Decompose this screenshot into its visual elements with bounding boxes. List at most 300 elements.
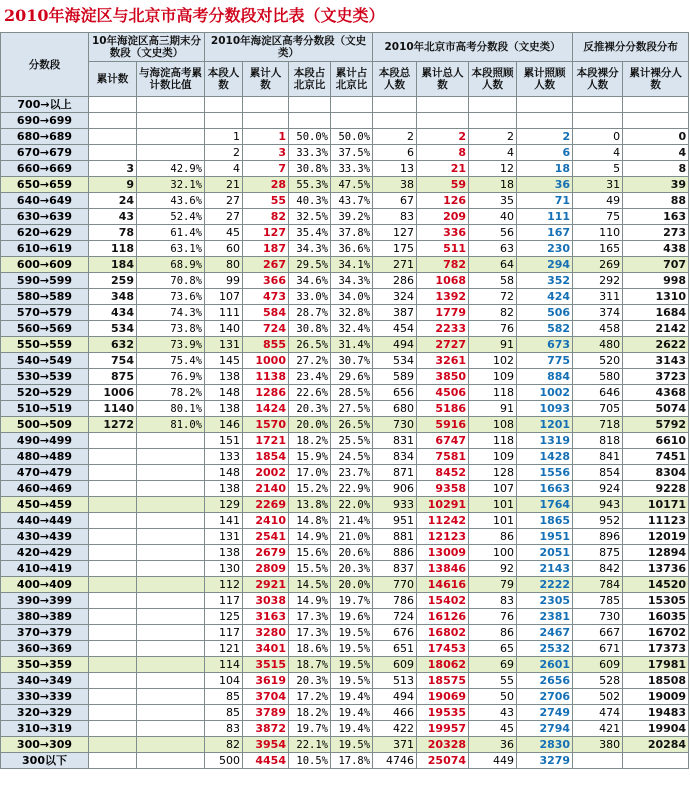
table-cell: 20.3%	[289, 673, 331, 689]
score-range-cell: 690→699	[1, 113, 89, 129]
column-header: 本段占北京比	[289, 62, 331, 97]
table-cell	[89, 705, 137, 721]
table-cell	[623, 113, 689, 129]
table-row	[1, 417, 689, 433]
table-cell: 1764	[517, 497, 573, 513]
table-cell: 2142	[623, 321, 689, 337]
table-cell: 82	[205, 737, 243, 753]
table-cell: 131	[205, 529, 243, 545]
table-cell	[89, 465, 137, 481]
table-cell: 651	[373, 641, 417, 657]
table-cell: 52.4%	[137, 209, 205, 225]
table-cell: 2794	[517, 721, 573, 737]
table-cell: 25.5%	[331, 433, 373, 449]
table-cell: 14616	[417, 577, 469, 593]
table-cell: 718	[573, 417, 623, 433]
table-cell: 35	[469, 193, 517, 209]
table-cell: 2656	[517, 673, 573, 689]
table-cell	[89, 641, 137, 657]
table-cell: 145	[205, 353, 243, 369]
table-cell: 50.0%	[289, 129, 331, 145]
table-cell: 19.6%	[331, 609, 373, 625]
table-cell: 107	[205, 289, 243, 305]
table-cell: 371	[373, 737, 417, 753]
table-cell: 74.3%	[137, 305, 205, 321]
score-range-cell: 430→439	[1, 529, 89, 545]
table-cell: 75	[573, 209, 623, 225]
table-cell: 29.6%	[331, 369, 373, 385]
table-cell	[89, 113, 137, 129]
table-cell: 434	[89, 305, 137, 321]
table-cell: 109	[469, 449, 517, 465]
table-cell: 5916	[417, 417, 469, 433]
table-cell: 1319	[517, 433, 573, 449]
table-cell: 17373	[623, 641, 689, 657]
table-cell: 3163	[243, 609, 289, 625]
table-cell: 2143	[517, 561, 573, 577]
table-cell: 109	[469, 369, 517, 385]
table-cell: 83	[469, 593, 517, 609]
table-cell: 19.5%	[331, 657, 373, 673]
table-cell: 18.2%	[289, 705, 331, 721]
table-row	[1, 225, 689, 241]
table-cell: 1	[205, 129, 243, 145]
table-cell: 38	[373, 177, 417, 193]
table-cell: 520	[573, 353, 623, 369]
table-cell: 30.8%	[289, 321, 331, 337]
table-cell: 22.9%	[331, 481, 373, 497]
table-cell: 3261	[417, 353, 469, 369]
table-cell: 18.2%	[289, 433, 331, 449]
table-cell: 3	[89, 161, 137, 177]
table-row	[1, 161, 689, 177]
table-cell	[137, 737, 205, 753]
table-cell: 754	[89, 353, 137, 369]
table-cell: 167	[517, 225, 573, 241]
table-row	[1, 657, 689, 673]
table-cell: 58	[469, 273, 517, 289]
table-cell	[417, 113, 469, 129]
table-cell: 14.9%	[289, 529, 331, 545]
table-cell: 506	[517, 305, 573, 321]
table-cell: 101	[469, 497, 517, 513]
table-cell: 18508	[623, 673, 689, 689]
table-cell: 2830	[517, 737, 573, 753]
table-cell: 784	[573, 577, 623, 593]
table-cell	[517, 97, 573, 113]
table-cell: 8	[623, 161, 689, 177]
table-cell: 387	[373, 305, 417, 321]
table-cell: 730	[573, 609, 623, 625]
table-cell: 1000	[243, 353, 289, 369]
table-cell: 366	[243, 273, 289, 289]
table-cell: 3789	[243, 705, 289, 721]
table-cell: 79	[469, 577, 517, 593]
table-cell: 34.1%	[331, 257, 373, 273]
table-cell: 45	[469, 721, 517, 737]
table-cell: 39	[623, 177, 689, 193]
score-range-cell: 320→329	[1, 705, 89, 721]
table-cell: 86	[469, 625, 517, 641]
table-cell: 656	[373, 385, 417, 401]
table-cell: 70.8%	[137, 273, 205, 289]
table-cell: 18.6%	[289, 641, 331, 657]
table-cell: 78	[89, 225, 137, 241]
score-range-cell: 560→569	[1, 321, 89, 337]
table-cell: 63.1%	[137, 241, 205, 257]
table-cell: 502	[573, 689, 623, 705]
table-cell: 19.5%	[331, 673, 373, 689]
score-range-cell: 620→629	[1, 225, 89, 241]
table-cell: 50	[469, 689, 517, 705]
table-cell: 26.5%	[331, 417, 373, 433]
table-cell: 86	[469, 529, 517, 545]
column-header: 本段总人数	[373, 62, 417, 97]
table-cell: 127	[243, 225, 289, 241]
table-cell: 27.2%	[289, 353, 331, 369]
table-cell	[137, 641, 205, 657]
table-cell: 2921	[243, 577, 289, 593]
table-cell: 424	[517, 289, 573, 305]
table-cell	[89, 433, 137, 449]
table-cell: 680	[373, 401, 417, 417]
table-cell: 33.0%	[289, 289, 331, 305]
table-cell: 209	[417, 209, 469, 225]
table-cell: 59	[417, 177, 469, 193]
table-cell: 117	[205, 625, 243, 641]
table-cell: 6	[517, 145, 573, 161]
table-cell: 75.4%	[137, 353, 205, 369]
table-cell: 47.5%	[331, 177, 373, 193]
table-cell: 27	[205, 193, 243, 209]
table-cell: 129	[205, 497, 243, 513]
table-cell: 148	[205, 385, 243, 401]
table-cell: 21.4%	[331, 513, 373, 529]
score-range-cell: 550→559	[1, 337, 89, 353]
table-cell: 14.5%	[289, 577, 331, 593]
table-cell: 18575	[417, 673, 469, 689]
table-cell: 5074	[623, 401, 689, 417]
score-range-cell: 670→679	[1, 145, 89, 161]
table-cell	[373, 97, 417, 113]
table-cell: 1140	[89, 401, 137, 417]
score-range-cell: 490→499	[1, 433, 89, 449]
table-cell: 8304	[623, 465, 689, 481]
table-cell: 31.4%	[331, 337, 373, 353]
table-row	[1, 465, 689, 481]
score-range-cell: 650→659	[1, 177, 89, 193]
table-cell: 73.6%	[137, 289, 205, 305]
table-cell	[137, 497, 205, 513]
table-cell: 831	[373, 433, 417, 449]
table-cell: 473	[243, 289, 289, 305]
table-cell	[89, 673, 137, 689]
table-cell: 1272	[89, 417, 137, 433]
table-cell: 458	[573, 321, 623, 337]
table-cell: 1428	[517, 449, 573, 465]
table-cell: 952	[573, 513, 623, 529]
table-cell: 108	[469, 417, 517, 433]
table-cell: 28.5%	[331, 385, 373, 401]
table-cell: 6610	[623, 433, 689, 449]
score-range-cell: 580→589	[1, 289, 89, 305]
column-header: 累计裸分人数	[623, 62, 689, 97]
table-cell: 13009	[417, 545, 469, 561]
table-cell: 118	[469, 385, 517, 401]
table-cell: 8	[417, 145, 469, 161]
table-cell: 724	[243, 321, 289, 337]
table-cell: 4506	[417, 385, 469, 401]
table-cell: 841	[573, 449, 623, 465]
table-cell	[137, 753, 205, 769]
table-cell: 16126	[417, 609, 469, 625]
table-cell: 1424	[243, 401, 289, 417]
table-cell: 91	[469, 337, 517, 353]
table-row	[1, 545, 689, 561]
table-row	[1, 401, 689, 417]
table-cell: 110	[573, 225, 623, 241]
table-cell: 10171	[623, 497, 689, 513]
table-cell: 27	[205, 209, 243, 225]
table-cell	[89, 577, 137, 593]
table-cell: 14.9%	[289, 593, 331, 609]
table-row	[1, 321, 689, 337]
table-cell: 676	[373, 625, 417, 641]
score-range-header: 分数段	[1, 33, 89, 97]
table-cell: 130	[205, 561, 243, 577]
table-cell: 27.5%	[331, 401, 373, 417]
table-cell: 33.3%	[331, 161, 373, 177]
table-cell: 4368	[623, 385, 689, 401]
table-cell: 730	[373, 417, 417, 433]
table-cell: 951	[373, 513, 417, 529]
table-cell: 18.7%	[289, 657, 331, 673]
table-cell: 1002	[517, 385, 573, 401]
table-cell: 324	[373, 289, 417, 305]
table-cell: 114	[205, 657, 243, 673]
table-cell: 667	[573, 625, 623, 641]
table-cell	[137, 129, 205, 145]
table-cell: 42.9%	[137, 161, 205, 177]
table-cell: 20.0%	[331, 577, 373, 593]
table-cell: 3515	[243, 657, 289, 673]
table-cell: 80.1%	[137, 401, 205, 417]
table-cell: 269	[573, 257, 623, 273]
table-cell	[243, 113, 289, 129]
table-cell	[137, 513, 205, 529]
table-cell: 2601	[517, 657, 573, 673]
table-cell: 4	[205, 161, 243, 177]
table-cell: 267	[243, 257, 289, 273]
table-cell: 671	[573, 641, 623, 657]
table-cell: 933	[373, 497, 417, 513]
column-header: 本段人数	[205, 62, 243, 97]
table-cell	[573, 753, 623, 769]
table-cell	[89, 737, 137, 753]
score-range-cell: 510→519	[1, 401, 89, 417]
table-cell: 15402	[417, 593, 469, 609]
table-cell: 854	[573, 465, 623, 481]
table-cell: 4	[623, 145, 689, 161]
table-cell: 107	[469, 481, 517, 497]
table-cell: 148	[205, 465, 243, 481]
table-row	[1, 753, 689, 769]
table-cell	[137, 721, 205, 737]
table-cell: 834	[373, 449, 417, 465]
table-cell: 466	[373, 705, 417, 721]
table-cell: 138	[205, 481, 243, 497]
table-cell: 336	[417, 225, 469, 241]
table-row	[1, 209, 689, 225]
table-cell: 20.6%	[331, 545, 373, 561]
table-cell	[89, 497, 137, 513]
table-cell: 589	[373, 369, 417, 385]
table-row	[1, 625, 689, 641]
table-cell: 1006	[89, 385, 137, 401]
page-title: 2010年海淀区与北京市高考分数段对比表（文史类）	[4, 6, 385, 25]
table-cell: 82	[243, 209, 289, 225]
table-cell: 131	[205, 337, 243, 353]
table-row	[1, 449, 689, 465]
score-range-cell: 340→349	[1, 673, 89, 689]
table-cell: 500	[205, 753, 243, 769]
table-cell	[137, 609, 205, 625]
table-row	[1, 177, 689, 193]
table-cell: 3038	[243, 593, 289, 609]
table-cell: 104	[205, 673, 243, 689]
score-range-cell: 590→599	[1, 273, 89, 289]
table-cell: 352	[517, 273, 573, 289]
table-cell: 2622	[623, 337, 689, 353]
table-cell: 78.2%	[137, 385, 205, 401]
table-cell: 76	[469, 321, 517, 337]
table-cell: 163	[623, 209, 689, 225]
table-cell: 2305	[517, 593, 573, 609]
table-cell: 22.6%	[289, 385, 331, 401]
table-cell: 609	[373, 657, 417, 673]
table-row	[1, 289, 689, 305]
table-cell: 111	[205, 305, 243, 321]
table-cell: 6	[373, 145, 417, 161]
table-cell: 2679	[243, 545, 289, 561]
table-cell: 100	[469, 545, 517, 561]
table-cell: 5	[573, 161, 623, 177]
table-cell: 14.8%	[289, 513, 331, 529]
table-cell: 1854	[243, 449, 289, 465]
table-row	[1, 257, 689, 273]
table-cell: 64	[469, 257, 517, 273]
table-row	[1, 337, 689, 353]
table-cell: 3143	[623, 353, 689, 369]
table-cell: 187	[243, 241, 289, 257]
score-table	[0, 32, 689, 769]
table-cell	[205, 97, 243, 113]
table-cell: 35.4%	[289, 225, 331, 241]
table-cell: 19.5%	[331, 641, 373, 657]
column-header: 累计占北京比	[331, 62, 373, 97]
table-cell: 60	[205, 241, 243, 257]
table-cell: 943	[573, 497, 623, 513]
table-cell: 534	[373, 353, 417, 369]
table-cell: 1093	[517, 401, 573, 417]
table-cell: 55.3%	[289, 177, 331, 193]
score-range-cell: 380→389	[1, 609, 89, 625]
table-cell: 13846	[417, 561, 469, 577]
table-cell: 45	[205, 225, 243, 241]
table-cell: 13	[373, 161, 417, 177]
score-range-cell: 360→369	[1, 641, 89, 657]
table-cell: 3401	[243, 641, 289, 657]
table-cell: 99	[205, 273, 243, 289]
table-cell	[89, 657, 137, 673]
table-cell: 5186	[417, 401, 469, 417]
table-cell: 775	[517, 353, 573, 369]
column-header: 本段裸分人数	[573, 62, 623, 97]
table-cell: 22.1%	[289, 737, 331, 753]
table-cell: 133	[205, 449, 243, 465]
table-cell: 16702	[623, 625, 689, 641]
table-cell: 855	[243, 337, 289, 353]
table-cell: 286	[373, 273, 417, 289]
table-row	[1, 609, 689, 625]
table-cell: 32.5%	[289, 209, 331, 225]
table-cell: 15.9%	[289, 449, 331, 465]
table-cell: 36	[469, 737, 517, 753]
table-cell: 55	[243, 193, 289, 209]
score-range-cell: 350→359	[1, 657, 89, 673]
table-cell: 273	[623, 225, 689, 241]
table-cell: 73.8%	[137, 321, 205, 337]
table-cell: 1201	[517, 417, 573, 433]
table-cell: 6747	[417, 433, 469, 449]
table-cell: 494	[373, 689, 417, 705]
table-cell: 126	[417, 193, 469, 209]
table-cell: 19.5%	[331, 737, 373, 753]
table-cell: 76	[469, 609, 517, 625]
table-cell: 842	[573, 561, 623, 577]
table-cell	[89, 513, 137, 529]
table-cell: 19483	[623, 705, 689, 721]
table-cell: 348	[89, 289, 137, 305]
table-cell: 56	[469, 225, 517, 241]
table-cell: 1	[243, 129, 289, 145]
table-cell	[205, 113, 243, 129]
table-cell: 83	[373, 209, 417, 225]
table-cell: 582	[517, 321, 573, 337]
table-cell: 13736	[623, 561, 689, 577]
table-cell: 2	[469, 129, 517, 145]
table-cell: 85	[205, 705, 243, 721]
table-cell: 770	[373, 577, 417, 593]
table-cell: 3723	[623, 369, 689, 385]
table-cell: 55	[469, 673, 517, 689]
table-cell: 71	[517, 193, 573, 209]
table-cell: 3279	[517, 753, 573, 769]
table-row	[1, 529, 689, 545]
table-cell: 16035	[623, 609, 689, 625]
table-cell: 20.3%	[331, 561, 373, 577]
table-cell: 782	[417, 257, 469, 273]
haidian-gaokao-header: 2010年海淀区高考分数段（文史类）	[205, 33, 373, 62]
table-cell: 2233	[417, 321, 469, 337]
table-row	[1, 737, 689, 753]
table-cell: 1392	[417, 289, 469, 305]
table-cell: 1865	[517, 513, 573, 529]
table-cell: 102	[469, 353, 517, 369]
table-cell: 17.8%	[331, 753, 373, 769]
table-cell: 2	[417, 129, 469, 145]
table-cell	[137, 433, 205, 449]
